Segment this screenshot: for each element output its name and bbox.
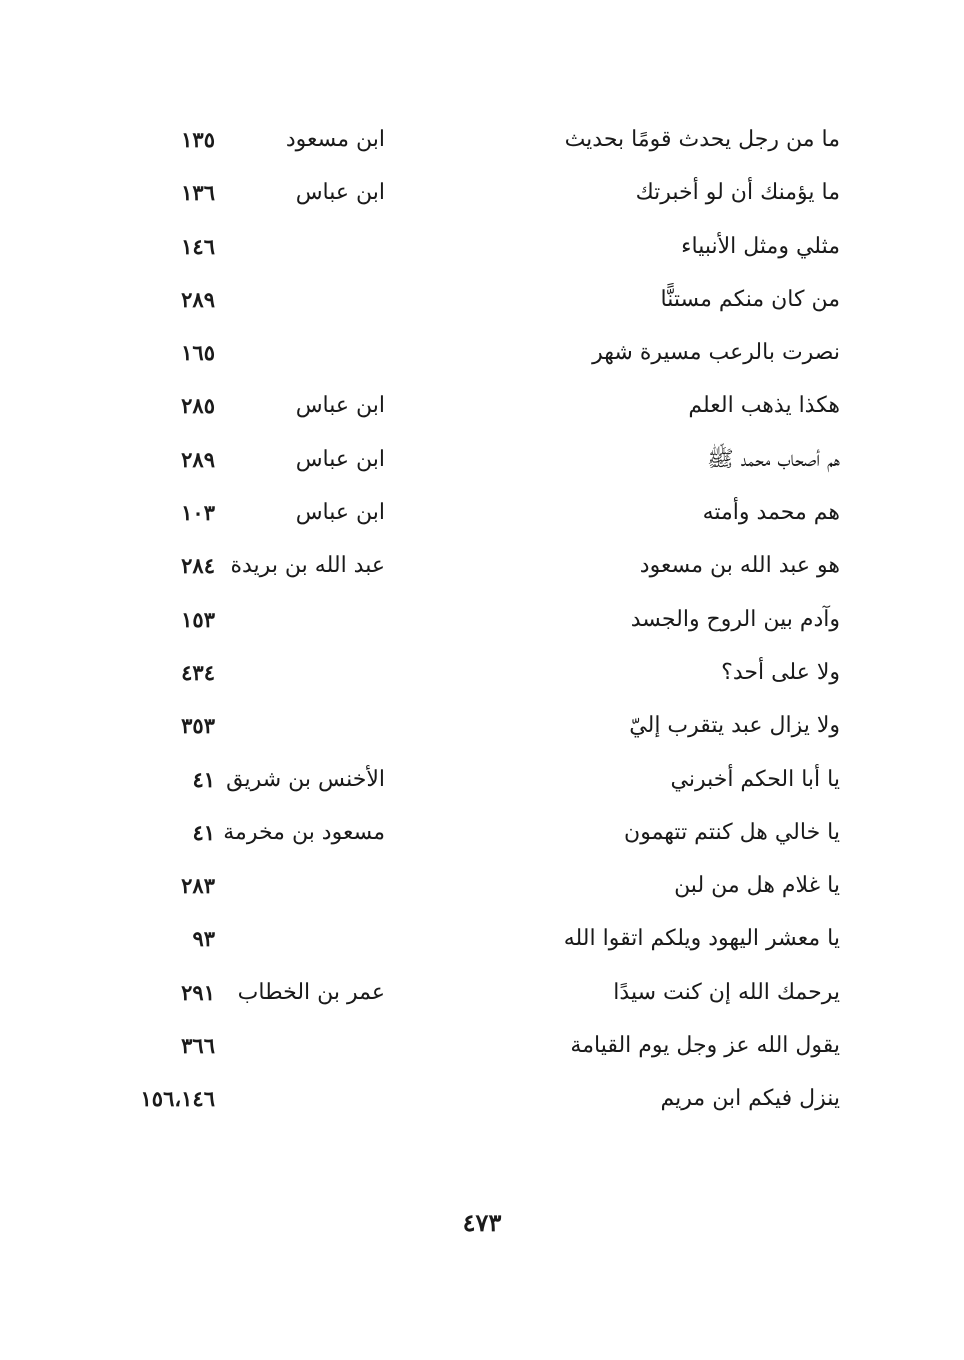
index-row	[110, 859, 840, 912]
page-reference: ٢٨٣	[181, 873, 215, 899]
narrator-name: ابن عباس	[295, 180, 385, 206]
narrator-name: الأخنس بن شريق	[226, 766, 385, 792]
index-row	[110, 220, 840, 273]
index-row	[110, 539, 840, 592]
hadith-index-list	[110, 113, 840, 1126]
narrator-name: ابن عباس	[295, 393, 385, 419]
hadith-text: يقول الله عز وجل يوم القيامة	[570, 1033, 840, 1059]
page-reference: ١٣٥	[181, 127, 215, 152]
index-row	[110, 753, 840, 806]
page-reference: ٢٨٩	[181, 446, 215, 472]
index-row	[110, 326, 840, 379]
narrator-name	[185, 326, 385, 379]
page-reference: ١٥٦،١٤٦	[140, 1086, 215, 1112]
hadith-text: يا أبا الحكم أخبرني	[670, 766, 840, 792]
narrator-name	[185, 646, 385, 699]
hadith-text: ينزل فيكم ابن مريم	[660, 1086, 840, 1112]
index-row	[110, 379, 840, 432]
index-row	[110, 1019, 840, 1072]
index-row	[110, 966, 840, 1019]
page-reference: ٢٨٥	[181, 393, 215, 419]
index-row	[110, 273, 840, 326]
page-reference: ٣٦٦	[181, 1033, 215, 1059]
hadith-text: نصرت بالرعب مسيرة شهر	[592, 340, 840, 366]
hadith-text: هم أصحاب محمد ﷺ	[707, 446, 840, 472]
hadith-text: ما من رجل يحدث قومًا بحديث	[564, 127, 840, 152]
page-reference: ١٤٦	[181, 233, 215, 259]
hadith-text: هو عبد الله بن مسعود	[639, 553, 840, 579]
page-reference: ١٥٣	[181, 606, 215, 632]
narrator-name: عمر بن الخطاب	[237, 979, 385, 1005]
index-row	[110, 486, 840, 539]
narrator-name	[185, 593, 385, 646]
page-reference: ١٠٣	[181, 500, 215, 526]
narrator-name	[185, 273, 385, 326]
index-row	[110, 166, 840, 219]
hadith-text: هم محمد وأمته	[702, 500, 840, 526]
narrator-name: عبد الله بن بريدة	[230, 553, 385, 579]
page-reference: ٢٨٤	[181, 553, 215, 579]
page-reference: ٤٣٤	[181, 659, 215, 685]
narrator-name: مسعود بن مخرمة	[223, 819, 385, 845]
page-reference: ٤١	[192, 819, 215, 845]
index-row	[110, 433, 840, 486]
index-row	[110, 699, 840, 752]
hadith-text: مثلي ومثل الأنبياء	[681, 233, 840, 259]
hadith-text: يا معشر اليهود ويلكم اتقوا الله	[563, 926, 840, 952]
page-reference: ٢٩١	[181, 979, 215, 1005]
hadith-text: من كان منكم مستنًّا	[660, 286, 840, 312]
narrator-name	[185, 699, 385, 752]
narrator-name	[185, 1019, 385, 1072]
hadith-text: يرحمك الله إن كنت سيدًا	[613, 979, 840, 1005]
index-row	[110, 912, 840, 965]
page-reference: ١٣٦	[181, 180, 215, 206]
page-reference: ١٦٥	[181, 340, 215, 366]
hadith-text: يا غلام هل من لبن	[674, 873, 840, 899]
narrator-name: ابن مسعود	[285, 127, 385, 152]
hadith-text: يا خالي هل كنتم تتهمون	[624, 819, 840, 845]
page-reference: ٩٣	[192, 926, 215, 952]
page-reference: ٣٥٣	[181, 713, 215, 739]
page-reference: ٤١	[192, 766, 215, 792]
hadith-text: ما يؤمنك أن لو أخبرتك	[635, 180, 840, 206]
index-row	[110, 593, 840, 646]
narrator-name	[185, 220, 385, 273]
index-row	[110, 806, 840, 859]
hadith-text: ولا على أحد؟	[721, 659, 840, 685]
index-row	[110, 113, 840, 166]
page-reference: ٢٨٩	[181, 286, 215, 312]
hadith-text: هكذا يذهب العلم	[688, 393, 840, 419]
hadith-text: ولا يزال عبد يتقرب إليّ	[629, 713, 840, 739]
hadith-text: وآدم بين الروح والجسد	[630, 606, 840, 632]
narrator-name	[185, 1072, 385, 1125]
narrator-name: ابن عباس	[295, 500, 385, 526]
narrator-name	[185, 912, 385, 965]
index-row	[110, 1072, 840, 1125]
narrator-name	[185, 859, 385, 912]
page-number: ٤٧٣	[462, 1208, 502, 1237]
narrator-name: ابن عباس	[295, 446, 385, 472]
index-row	[110, 646, 840, 699]
